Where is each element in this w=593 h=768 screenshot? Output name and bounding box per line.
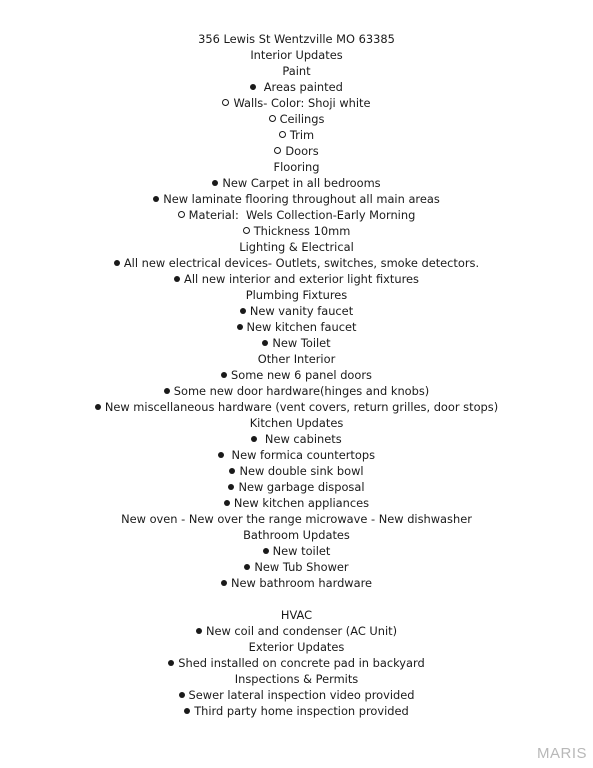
line-text: Paint xyxy=(282,64,311,78)
line-text: New cabinets xyxy=(261,432,342,446)
filled-bullet-icon xyxy=(184,708,190,714)
bullet-item xyxy=(0,447,593,463)
section-heading xyxy=(0,511,593,527)
hollow-bullet-icon xyxy=(178,211,185,218)
filled-bullet-icon xyxy=(164,388,170,394)
bullet-item xyxy=(0,367,593,383)
line-text: Trim xyxy=(289,128,315,142)
filled-bullet-icon xyxy=(174,276,180,282)
filled-bullet-icon xyxy=(168,660,174,666)
line-text: New laminate flooring throughout all main areas xyxy=(163,192,440,206)
filled-bullet-icon xyxy=(114,260,120,266)
line-text: Flooring xyxy=(273,160,320,174)
bullet-item xyxy=(0,703,593,719)
section-heading xyxy=(0,239,593,255)
line-text: New formica countertops xyxy=(227,448,376,462)
line-text: All new interior and exterior light fixtures xyxy=(184,272,419,286)
line-text: New vanity faucet xyxy=(249,304,354,318)
filled-bullet-icon xyxy=(262,340,268,346)
filled-bullet-icon xyxy=(196,628,202,634)
bullet-item xyxy=(0,575,593,591)
bullet-item xyxy=(0,687,593,703)
line-text: Doors xyxy=(285,144,319,158)
line-text: Lighting & Electrical xyxy=(239,240,354,254)
filled-bullet-icon xyxy=(221,580,227,586)
line-text: Shed installed on concrete pad in backyard xyxy=(178,656,425,670)
sub-bullet-item xyxy=(0,111,593,127)
line-text: Some new door hardware(hinges and knobs) xyxy=(173,384,430,398)
bullet-item xyxy=(0,175,593,191)
bullet-item xyxy=(0,655,593,671)
line-text: Kitchen Updates xyxy=(249,416,344,430)
bullet-item xyxy=(0,431,593,447)
line-text: Inspections & Permits xyxy=(234,672,359,686)
line-text: New miscellaneous hardware (vent covers, return grilles, door stops) xyxy=(104,400,499,414)
line-text: New bathroom hardware xyxy=(230,576,373,590)
line-text: New coil and condenser (AC Unit) xyxy=(205,624,398,638)
line-text: Exterior Updates xyxy=(248,640,345,654)
line-text: Other Interior xyxy=(257,352,336,366)
line-text: HVAC xyxy=(280,608,313,622)
line-text: Sewer lateral inspection video provided xyxy=(188,688,415,702)
hollow-bullet-icon xyxy=(274,147,281,154)
line-text: New garbage disposal xyxy=(238,480,365,494)
section-heading xyxy=(0,527,593,543)
section-heading xyxy=(0,159,593,175)
bullet-item xyxy=(0,559,593,575)
line-text: New oven - New over the range microwave - New dishwasher xyxy=(121,512,472,526)
blank-line xyxy=(0,591,593,607)
filled-bullet-icon xyxy=(251,436,257,442)
filled-bullet-icon xyxy=(224,500,230,506)
line-text: Ceilings xyxy=(279,112,325,126)
bullet-item xyxy=(0,543,593,559)
section-heading xyxy=(0,47,593,63)
line-text: Thickness 10mm xyxy=(253,224,351,238)
section-heading xyxy=(0,415,593,431)
hollow-bullet-icon xyxy=(269,115,276,122)
filled-bullet-icon xyxy=(229,468,235,474)
section-heading xyxy=(0,351,593,367)
filled-bullet-icon xyxy=(263,548,269,554)
section-heading xyxy=(0,671,593,687)
line-text: Third party home inspection provided xyxy=(194,704,409,718)
sub-bullet-item xyxy=(0,223,593,239)
filled-bullet-icon xyxy=(250,84,256,90)
sub-bullet-item xyxy=(0,127,593,143)
filled-bullet-icon xyxy=(95,404,101,410)
line-text: Interior Updates xyxy=(250,48,343,62)
filled-bullet-icon xyxy=(237,324,243,330)
bullet-item xyxy=(0,319,593,335)
bullet-item xyxy=(0,335,593,351)
line-text: Walls- Color: Shoji white xyxy=(233,96,371,110)
sub-bullet-item xyxy=(0,143,593,159)
section-heading xyxy=(0,607,593,623)
section-heading xyxy=(0,31,593,47)
filled-bullet-icon xyxy=(212,180,218,186)
line-text: New Toilet xyxy=(272,336,331,350)
hollow-bullet-icon xyxy=(279,131,286,138)
bullet-item xyxy=(0,399,593,415)
bullet-item xyxy=(0,79,593,95)
filled-bullet-icon xyxy=(218,452,224,458)
line-text: Material: Wels Collection-Early Morning xyxy=(188,208,416,222)
line-text: Plumbing Fixtures xyxy=(245,288,348,302)
line-text: New Carpet in all bedrooms xyxy=(222,176,381,190)
bullet-item xyxy=(0,495,593,511)
line-text: All new electrical devices- Outlets, switches, smoke detectors. xyxy=(123,256,480,270)
filled-bullet-icon xyxy=(228,484,234,490)
section-heading xyxy=(0,639,593,655)
bullet-item xyxy=(0,463,593,479)
line-text: New toilet xyxy=(272,544,331,558)
line-text: New kitchen faucet xyxy=(246,320,357,334)
section-heading xyxy=(0,287,593,303)
bullet-item xyxy=(0,623,593,639)
filled-bullet-icon xyxy=(179,692,185,698)
sub-bullet-item xyxy=(0,95,593,111)
line-text: 356 Lewis St Wentzville MO 63385 xyxy=(198,32,395,46)
hollow-bullet-icon xyxy=(243,227,250,234)
line-text: New double sink bowl xyxy=(239,464,364,478)
line-text: Areas painted xyxy=(260,80,343,94)
bullet-item xyxy=(0,479,593,495)
filled-bullet-icon xyxy=(221,372,227,378)
bullet-item xyxy=(0,255,593,271)
sub-bullet-item xyxy=(0,207,593,223)
hollow-bullet-icon xyxy=(222,99,229,106)
line-text: Some new 6 panel doors xyxy=(231,368,372,382)
line-text: New kitchen appliances xyxy=(233,496,370,510)
line-text: New Tub Shower xyxy=(254,560,349,574)
filled-bullet-icon xyxy=(240,308,246,314)
bullet-item xyxy=(0,271,593,287)
bullet-item xyxy=(0,303,593,319)
maris-watermark: MARIS xyxy=(536,745,587,762)
line-text: Bathroom Updates xyxy=(243,528,350,542)
updates-list xyxy=(0,31,593,719)
filled-bullet-icon xyxy=(244,564,250,570)
bullet-item xyxy=(0,383,593,399)
filled-bullet-icon xyxy=(153,196,159,202)
section-heading xyxy=(0,63,593,79)
bullet-item xyxy=(0,191,593,207)
